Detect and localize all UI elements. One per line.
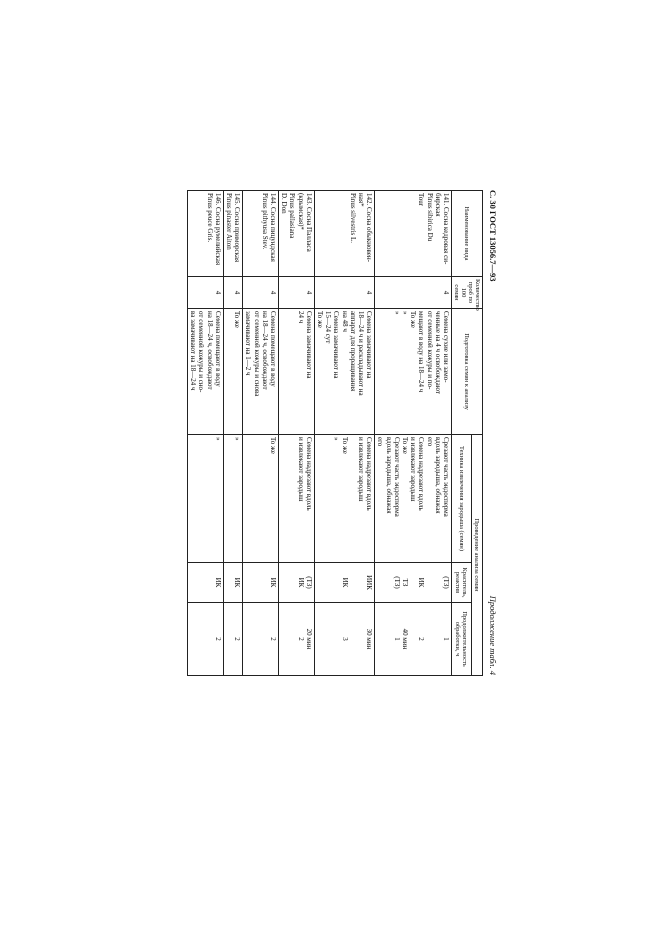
cell-line: 2 — [233, 637, 242, 641]
cell-line: и извлекают зародыш — [296, 437, 305, 502]
cell-line: от семенной кожуры и по- — [425, 311, 434, 390]
cell-line: 40 мин — [400, 628, 409, 650]
cell-name — [243, 191, 279, 277]
cell-line: ИК — [268, 577, 277, 588]
cell-line: вдоль зародыша, обнажая — [384, 437, 393, 514]
cell-line: Pinus peuce Gris. — [205, 193, 214, 243]
cell-line: его — [376, 437, 385, 447]
table-row — [278, 191, 314, 676]
cell-line: 24 ч — [296, 311, 305, 324]
col-dye-header: Краситель, реактив — [452, 563, 472, 603]
cell-line — [357, 565, 365, 600]
cell-line: ИИК — [365, 575, 374, 590]
cell-line: То же — [268, 437, 277, 454]
cell-technique — [278, 435, 314, 563]
cell-line — [425, 605, 433, 673]
page-header — [485, 190, 499, 675]
cell-duration — [187, 603, 223, 676]
cell-prep — [375, 309, 452, 435]
cell-line — [434, 605, 442, 673]
cell-line: ИК — [296, 577, 305, 588]
cell-line: (крымская)* — [296, 193, 305, 230]
cell-count: 4 — [223, 277, 242, 309]
cell-duration — [223, 603, 242, 676]
cell-line — [409, 565, 417, 600]
cell-line: Семена сухие или замо- — [442, 311, 450, 383]
cell-line: Pinus sibirica Du — [425, 193, 434, 242]
continuation-label: Продолжение табл. 4 — [488, 595, 498, 675]
cell-line: (ТЗ) — [304, 576, 313, 589]
table-row — [243, 191, 279, 676]
cell-line — [349, 437, 357, 560]
cell-line: » — [213, 437, 222, 441]
table-body — [187, 191, 451, 676]
cell-line: » — [332, 437, 341, 441]
cell-line: 3 — [340, 637, 349, 641]
cell-line: от семенной кожуры и сно- — [197, 311, 206, 393]
cell-line — [349, 605, 357, 673]
table-row — [375, 191, 452, 676]
cell-duration — [243, 603, 279, 676]
cell-line: То же — [233, 311, 242, 328]
cell-name — [278, 191, 314, 277]
cell-line: Pinus silvestris L. — [348, 193, 357, 243]
cell-line: 2 — [213, 637, 222, 641]
col-name-header: Наименование вида — [452, 191, 483, 277]
cell-line: То же — [400, 437, 409, 454]
cell-line: его — [425, 437, 434, 447]
cell-prep — [187, 309, 223, 435]
cell-duration — [314, 603, 374, 676]
cell-line: 143. Сосна Палласа — [304, 193, 313, 252]
rotated-page — [139, 190, 499, 675]
cell-line: 1 — [442, 637, 450, 641]
col-count-header: Количество проб по 100 семян — [452, 277, 483, 309]
cell-line — [357, 605, 365, 673]
cell-line: 1 — [392, 637, 401, 641]
cell-line: 2 — [268, 637, 277, 641]
cell-duration — [278, 603, 314, 676]
cell-line: » — [400, 311, 409, 315]
col-prep-header: Подготовка семян к анализу — [452, 309, 483, 435]
cell-line: замачивают на 1—2 ч — [244, 311, 253, 376]
cell-line: мещают в воду на 18—24 ч — [417, 311, 426, 393]
cell-technique — [375, 435, 452, 563]
cell-line: 15—24 сут — [324, 311, 333, 344]
cell-line — [425, 565, 433, 600]
cell-line: То же — [340, 437, 349, 454]
cell-technique — [314, 435, 374, 563]
table-row — [314, 191, 374, 676]
cell-line: на 18—24 ч, освобождают — [205, 311, 214, 390]
cell-name — [223, 191, 242, 277]
cell-line: ная* — [356, 193, 365, 207]
analysis-table — [187, 190, 483, 676]
cell-line: и извлекают зародыш — [356, 437, 365, 502]
cell-line: ва замачивают на 18—24 ч — [189, 311, 198, 391]
cell-line: То же — [315, 311, 324, 328]
cell-line: 144. Сосна пицундская — [268, 193, 277, 262]
cell-line: ИК — [417, 577, 426, 588]
cell-line: вдоль зародыша, обнажая — [433, 437, 442, 514]
cell-line: Семена помещают в воду — [213, 311, 222, 387]
cell-count: 4 — [243, 277, 279, 309]
col-duration-header: Продолжительность обработки, ч — [452, 603, 472, 676]
cell-line: ИК — [233, 577, 242, 588]
cell-line: Pinus pinaster Aiton — [224, 193, 233, 250]
cell-count: 4 — [187, 277, 223, 309]
cell-line: Pinus pithyusa Stev. — [260, 193, 269, 250]
cell-dye — [375, 563, 452, 603]
table-row — [223, 191, 242, 676]
cell-name — [375, 191, 452, 277]
cell-line: на 48 ч — [340, 311, 349, 332]
cell-line: от семенной кожуры и снова — [252, 311, 261, 397]
cell-line: Pinus pallasiana — [288, 193, 297, 239]
cell-count: 4 — [278, 277, 314, 309]
cell-line: и извлекают зародыш — [409, 437, 418, 502]
cell-line: 145. Сосна приморская — [233, 193, 242, 263]
table-row — [187, 191, 223, 676]
cell-prep — [314, 309, 374, 435]
cell-dye — [223, 563, 242, 603]
cell-line: Семена замачивают на — [304, 311, 313, 379]
cell-dye — [243, 563, 279, 603]
cell-line: бирская — [433, 193, 442, 217]
cell-line: Семена замачивают на — [365, 311, 374, 379]
cell-line: ченные на 4 ч освобождают — [433, 311, 442, 394]
cell-dye — [314, 563, 374, 603]
cell-line: 146. Сосна румелийская — [213, 193, 222, 266]
cell-dye — [278, 563, 314, 603]
cell-duration — [375, 603, 452, 676]
cell-line: Семена замачивают на — [332, 311, 341, 379]
cell-line: Семена надрезают вдоль — [365, 437, 374, 511]
cell-count: 4 — [375, 277, 452, 309]
cell-line — [409, 605, 417, 673]
cell-line: 2 — [417, 637, 426, 641]
cell-line: Семена надрезают вдоль — [417, 437, 426, 511]
cell-line: 142. Сосна обыкновен- — [365, 193, 374, 262]
cell-line: 30 мин — [365, 628, 374, 650]
cell-line: D. Don — [280, 193, 289, 214]
cell-line: ТЗ — [400, 578, 409, 587]
col-group-header: Проведение анализа семян — [471, 435, 482, 676]
page-label: С. 30 ГОСТ 13056.7—93 — [488, 190, 498, 282]
cell-technique — [243, 435, 279, 563]
cell-line: 141. Сосна кедровая си- — [442, 193, 450, 265]
cell-line — [434, 565, 442, 600]
cell-line — [349, 565, 357, 600]
col-technique-header: Техника извлечения зародыша (семян) — [452, 435, 472, 563]
cell-line: ИК — [213, 577, 222, 588]
cell-line: Срезают часть эндосперма — [442, 437, 450, 517]
cell-line: 18—24 ч и раскладывают на — [356, 311, 365, 396]
cell-line: То же — [409, 311, 418, 328]
cell-count: 4 — [314, 277, 374, 309]
cell-technique — [223, 435, 242, 563]
cell-prep — [223, 309, 242, 435]
cell-line: на 18—24 ч, освобождают — [260, 311, 269, 390]
cell-line: Семена помещают в воду — [268, 311, 277, 387]
cell-line: ИК — [340, 577, 349, 588]
cell-name — [314, 191, 374, 277]
cell-line: Семена надрезают вдоль — [304, 437, 313, 511]
cell-line: » — [392, 311, 401, 315]
cell-dye — [187, 563, 223, 603]
cell-name — [187, 191, 223, 277]
cell-prep — [243, 309, 279, 435]
cell-line: (ТЗ) — [392, 576, 401, 589]
cell-line: Tour — [417, 193, 426, 207]
cell-line: » — [233, 437, 242, 441]
cell-line: аппарат для проращивания — [348, 311, 357, 392]
cell-line: (ТЗ) — [442, 576, 450, 589]
cell-line: 20 мин — [304, 628, 313, 650]
cell-line: Срезают часть эндосперма — [392, 437, 401, 517]
cell-prep — [278, 309, 314, 435]
cell-line: 2 — [296, 637, 305, 641]
page-content — [139, 190, 499, 675]
cell-technique — [187, 435, 223, 563]
